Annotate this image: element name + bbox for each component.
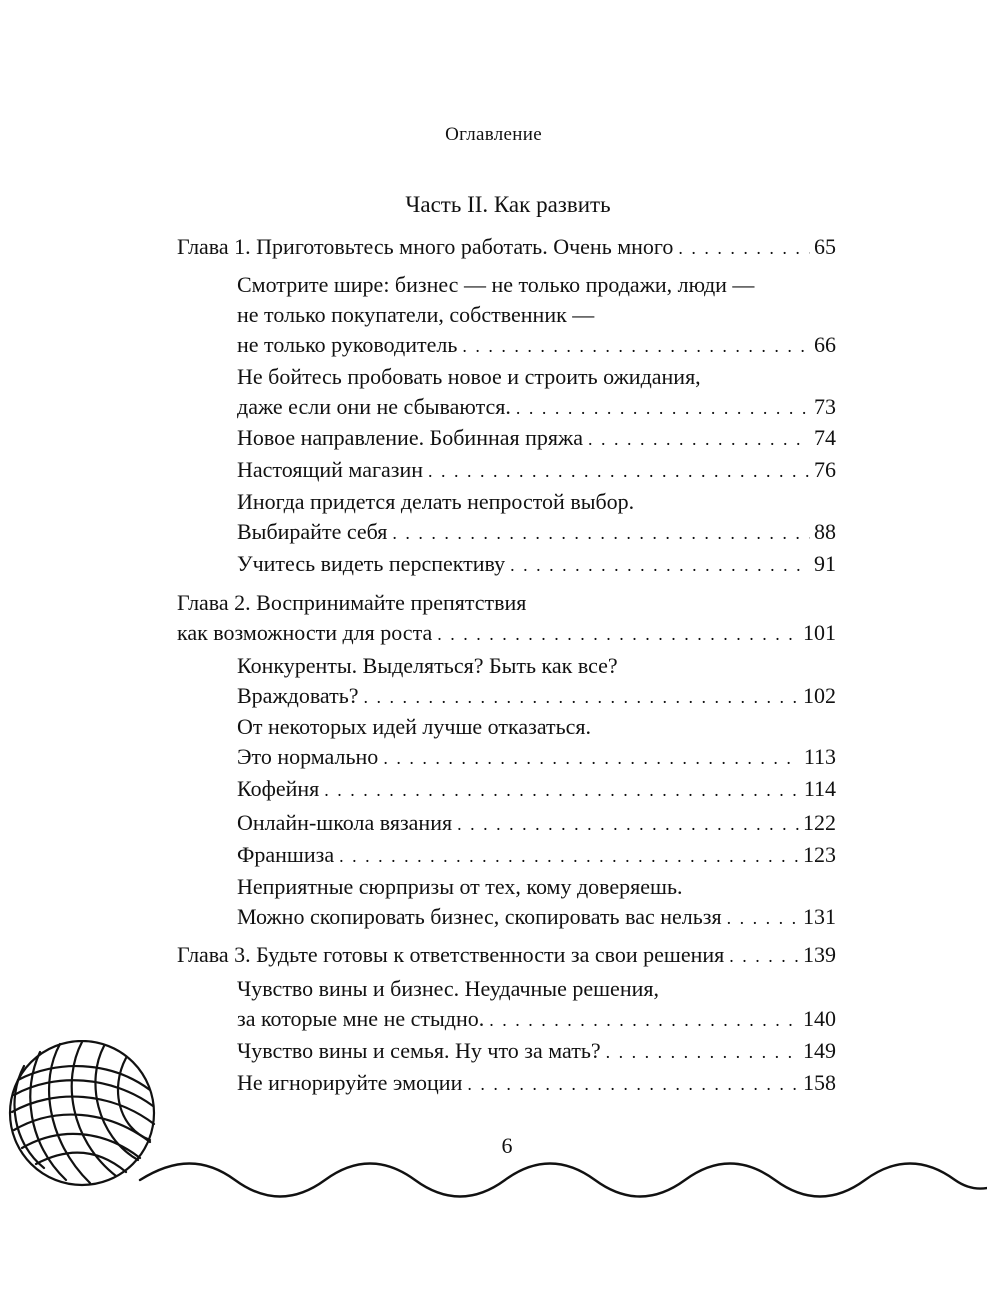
entry-title-line: Глава 1. Приготовьтесь много работать. Очень много [177,234,674,259]
entry-title-line: Новое направление. Бобинная пряжа [237,425,583,450]
entry-title-line: Глава 3. Будьте готовы к ответственности за свои решения [177,942,725,967]
toc-section-entry [237,712,836,773]
entry-title-line: Франшиза [237,842,335,867]
toc-section-entry [237,423,836,454]
entry-page-number: 149 [803,1038,836,1063]
part-title: Часть II. Как развить [405,192,611,217]
entry-title-line: Чувство вины и бизнес. Неудачные решения, [237,976,659,1001]
entry-title-line: не только руководитель [237,332,458,357]
entry-title-line: От некоторых идей лучше отказаться. [237,714,592,739]
entry-title-line: Смотрите шире: бизнес — не только продажи, люди — [237,272,755,297]
entry-page-number: 131 [803,904,836,929]
dot-leader [729,941,799,971]
entry-title-line: Глава 2. Воспринимайте препятствия [177,590,527,615]
toc-section-entry [237,808,836,839]
entry-page-number: 139 [803,942,836,967]
entry-title-line: Неприятные сюрпризы от тех, кому доверяешь. [237,874,683,899]
entry-page-number: 73 [814,394,836,419]
entry-page-number: 101 [803,620,836,645]
toc-section-entry [237,651,836,712]
toc-section-entry [237,774,836,805]
entry-title-line: Не игнорируйте эмоции [237,1070,463,1095]
toc-section-entry [237,270,836,361]
dot-leader [428,456,810,486]
entry-title-line: Чувство вины и семья. Ну что за мать? [237,1038,601,1063]
toc-section-entry [237,974,836,1035]
toc-section-entry [237,549,836,580]
entry-title-line: как возможности для роста [177,620,433,645]
entry-page-number: 113 [803,744,836,769]
entry-page-number: 140 [803,1006,836,1031]
toc-chapter-entry [177,940,836,971]
entry-title-line: Иногда придется делать непростой выбор. [237,489,635,514]
entry-page-number: 76 [814,457,836,482]
dot-leader [727,903,799,933]
dot-leader [516,393,810,423]
entry-title-line: Можно скопировать бизнес, скопировать вас нельзя [237,904,722,929]
entry-title-line: за которые мне не стыдно. [237,1006,485,1031]
dot-leader [364,682,799,712]
entry-title-line: Выбирайте себя [237,519,388,544]
entry-page-number: 102 [803,683,836,708]
dot-leader [383,743,800,773]
entry-title-line: Настоящий магазин [237,457,423,482]
entry-title-line: Онлайн-школа вязания [237,810,453,835]
page-number: 6 [501,1133,513,1158]
dot-leader [437,619,799,649]
dot-leader [489,1005,799,1035]
running-head: Оглавление [445,124,542,145]
entry-page-number: 88 [814,519,836,544]
entry-title-line: Кофейня [237,776,320,801]
entry-page-number: 66 [814,332,836,357]
entry-page-number: 122 [803,810,836,835]
entry-page-number: 158 [803,1070,836,1095]
dot-leader [462,331,810,361]
toc-section-entry [237,487,836,548]
entry-page-number: 65 [814,234,836,259]
entry-title-line: не только покупатели, собственник — [237,302,595,327]
dot-leader [392,518,810,548]
entry-title-line: Учитесь видеть перспективу [237,551,506,576]
yarn-ball-icon [10,1041,154,1185]
toc-section-entry [237,840,836,871]
wavy-yarn-line [140,1164,987,1197]
dot-leader [457,809,799,839]
toc-chapter-entry [177,588,836,649]
toc-chapter-entry [177,232,836,263]
entry-page-number: 123 [803,842,836,867]
entry-title-line: Не бойтесь пробовать новое и строить ожидания, [237,364,701,389]
dot-leader [510,550,810,580]
entry-page-number: 114 [803,776,836,801]
toc-section-entry [237,362,836,423]
yarn-ball-ornament [0,1040,987,1220]
entry-title-line: Это нормально [237,744,379,769]
entry-title-line: даже если они не сбываются. [237,394,511,419]
toc-section-entry [237,872,836,933]
entry-page-number: 91 [814,551,836,576]
entry-title-line: Конкуренты. Выделяться? Быть как все? [237,653,618,678]
dot-leader [588,424,810,454]
dot-leader [339,841,799,871]
entry-title-line: Враждовать? [237,683,359,708]
toc-section-entry [237,455,836,486]
dot-leader [324,775,800,805]
dot-leader [678,233,810,263]
entry-page-number: 74 [814,425,836,450]
